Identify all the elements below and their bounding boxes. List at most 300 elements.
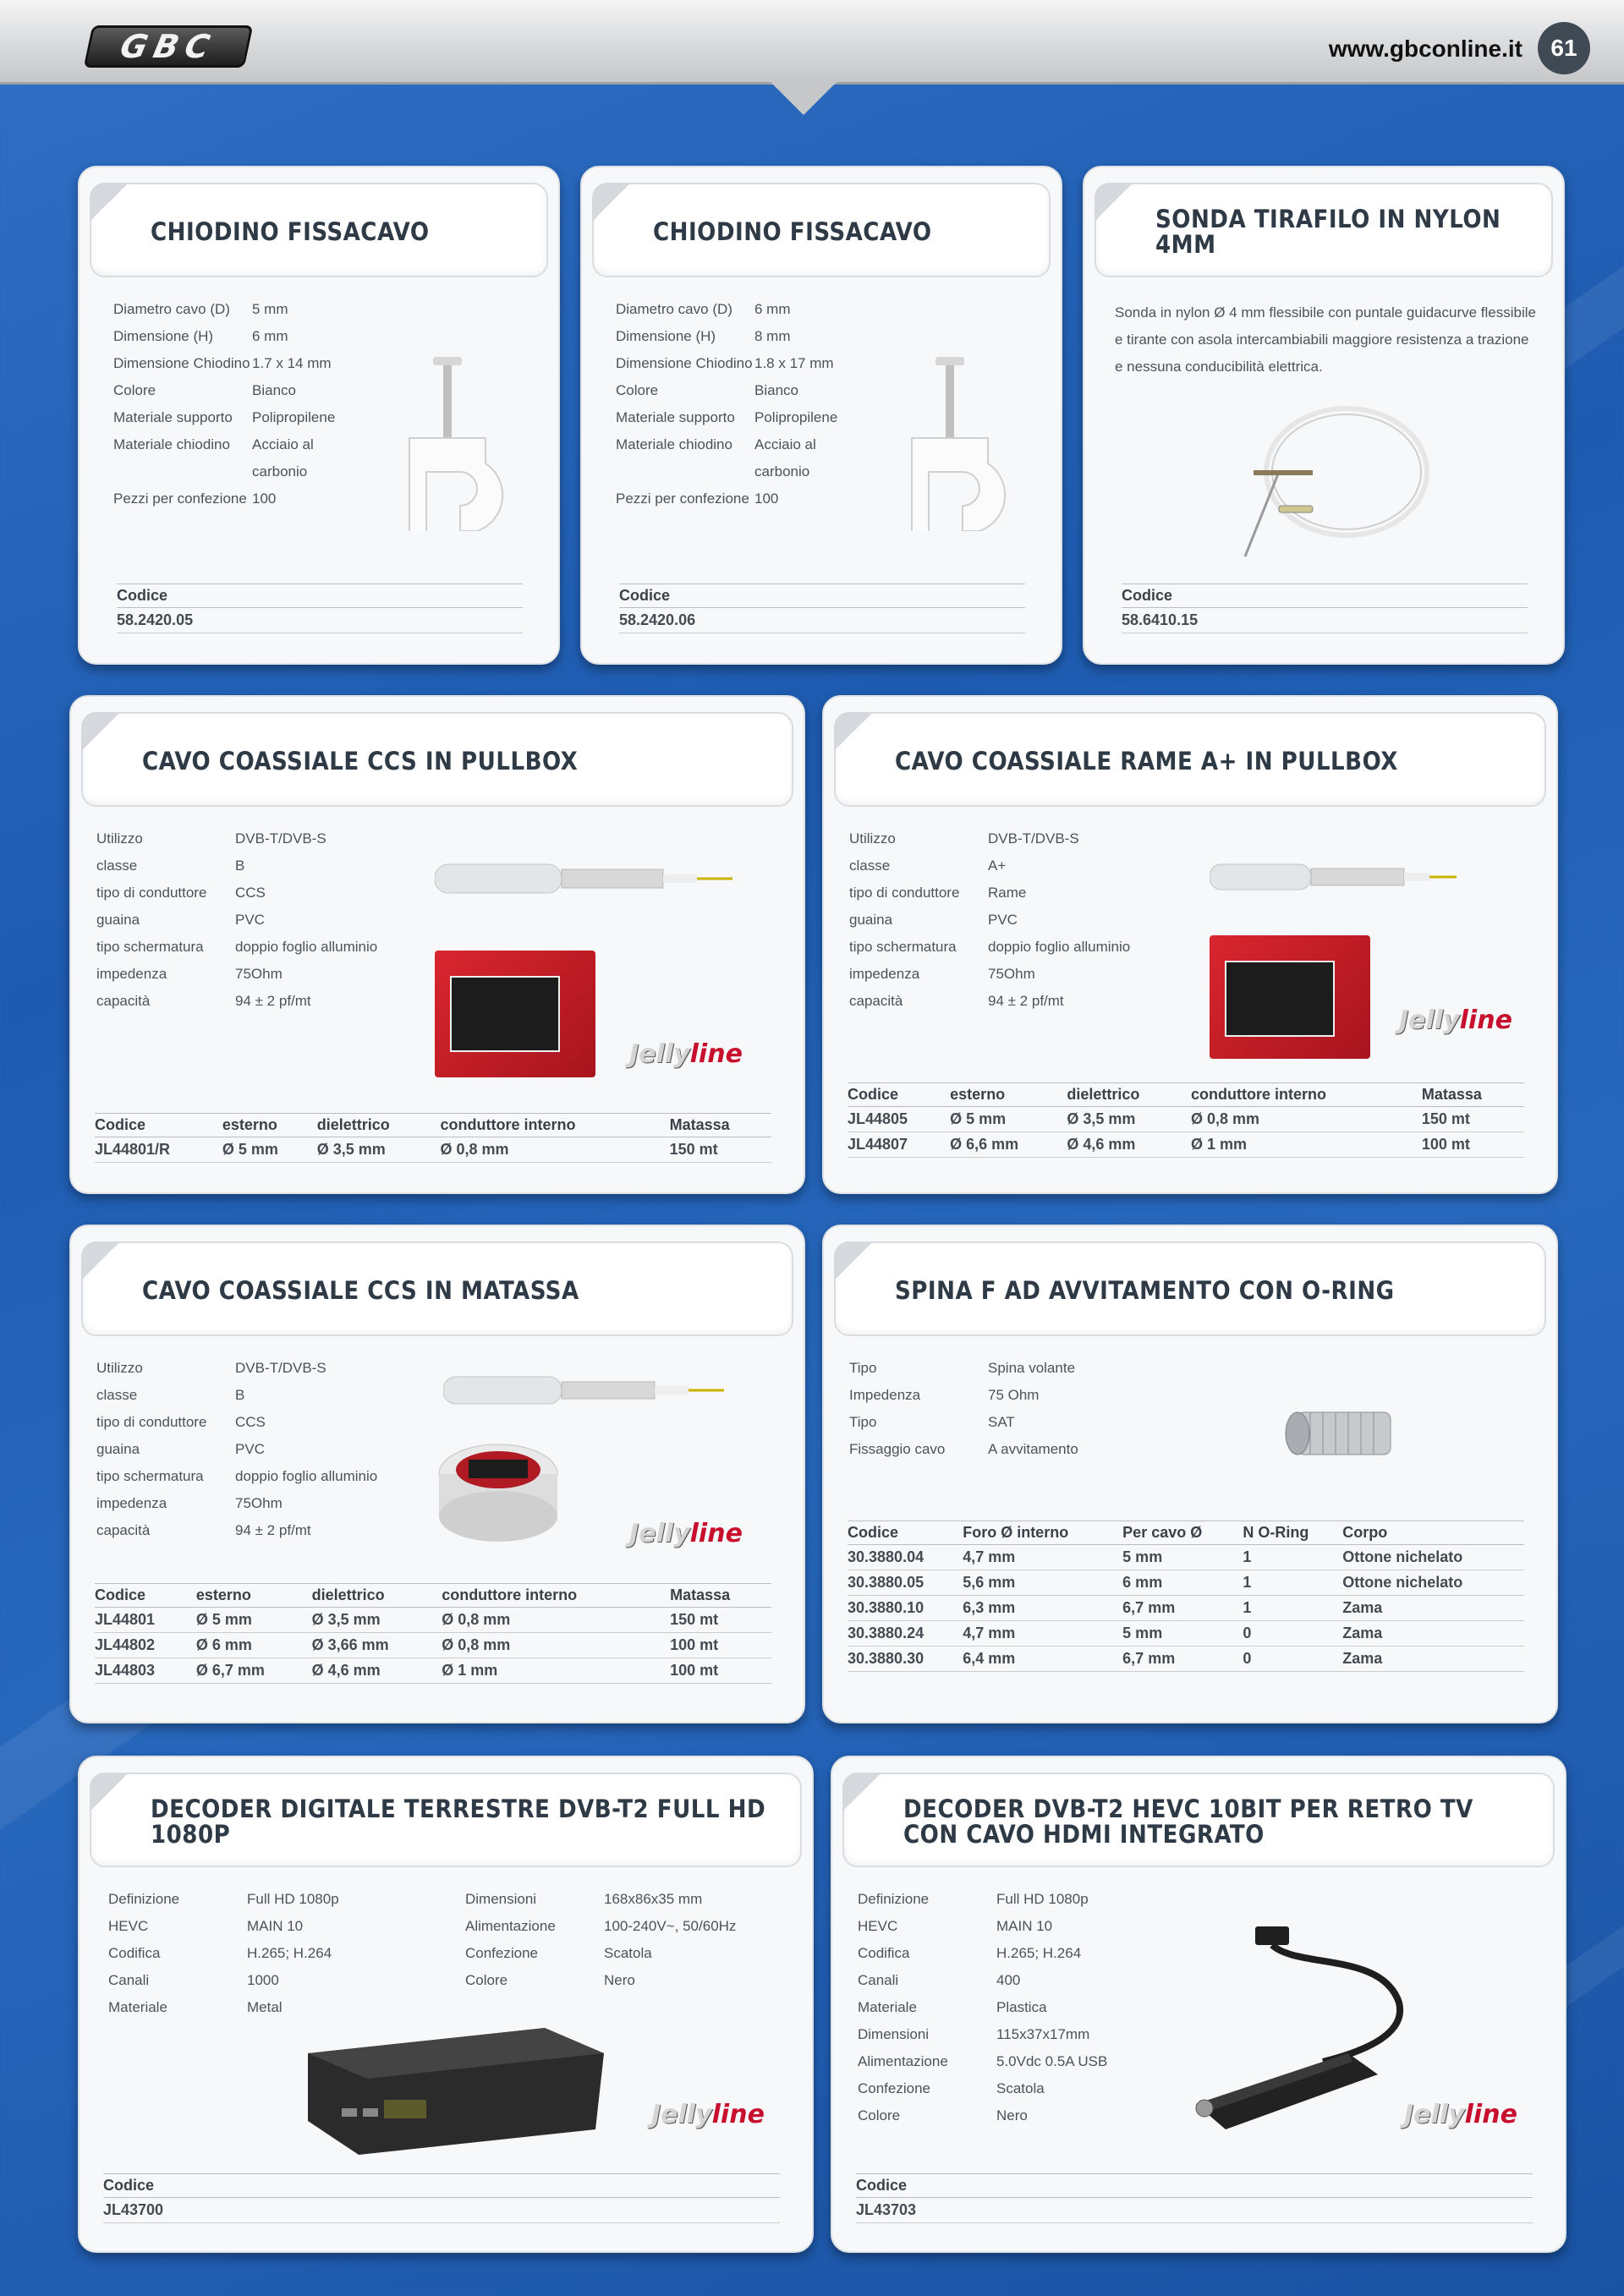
spec-value: Full HD 1080p bbox=[247, 1891, 339, 1907]
spec-row bbox=[849, 879, 1154, 907]
spec-label: Colore bbox=[465, 1972, 508, 1988]
spec-list bbox=[858, 1886, 1162, 2129]
spec-value: Plastica bbox=[996, 1999, 1047, 2015]
spec-row bbox=[96, 988, 401, 1015]
spec-value: Metal bbox=[247, 1999, 283, 2015]
spec-value: 1.7 x 14 mm bbox=[252, 355, 332, 371]
table-cell: Ø 0,8 mm bbox=[1191, 1107, 1422, 1132]
table-cell: Ø 3,66 mm bbox=[312, 1633, 442, 1658]
spec-value: 94 ± 2 pf/mt bbox=[988, 993, 1064, 1009]
spec-label: Codifica bbox=[108, 1945, 161, 1961]
spec-value: 1000 bbox=[247, 1972, 279, 1988]
spec-label: Confezione bbox=[465, 1945, 539, 1961]
spec-row bbox=[858, 2075, 1162, 2102]
spec-value: PVC bbox=[235, 912, 265, 928]
card-title: CAVO COASSIALE RAME A+ IN PULLBOX bbox=[895, 746, 1398, 775]
spec-list-left bbox=[108, 1886, 447, 2021]
spec-row bbox=[858, 1940, 1162, 1967]
spec-label: Pezzi per confezione bbox=[616, 490, 749, 507]
brand-line: line bbox=[689, 1519, 743, 1548]
spec-row bbox=[108, 1940, 447, 1967]
table-row bbox=[848, 1132, 1524, 1158]
card-corner bbox=[81, 712, 120, 751]
spec-value: 75Ohm bbox=[235, 966, 283, 982]
code-header: Codice bbox=[856, 2174, 1533, 2198]
table-cell: Ø 5 mm bbox=[950, 1107, 1067, 1132]
card-title: SPINA F AD AVVITAMENTO CON O-RING bbox=[895, 1275, 1395, 1305]
product-code: JL43700 bbox=[103, 2198, 780, 2223]
card-title: CAVO COASSIALE CCS IN MATASSA bbox=[142, 1275, 579, 1305]
spec-row bbox=[96, 852, 401, 879]
column-header: dielettrico bbox=[1067, 1083, 1191, 1107]
brand-line: line bbox=[711, 2100, 765, 2129]
spec-value: PVC bbox=[988, 912, 1018, 928]
spec-label: Dimensioni bbox=[465, 1891, 537, 1907]
column-header: esterno bbox=[196, 1584, 312, 1608]
spec-row bbox=[96, 879, 401, 907]
table-cell: 4,7 mm bbox=[963, 1621, 1122, 1647]
spec-value: SAT bbox=[988, 1414, 1015, 1430]
site-url[interactable]: www.gbconline.it bbox=[1328, 36, 1522, 62]
card-title: SONDA TIRAFILO IN NYLON 4MM bbox=[1155, 204, 1501, 259]
spec-row bbox=[858, 2102, 1162, 2129]
spec-value: A+ bbox=[988, 858, 1007, 874]
spec-label: capacità bbox=[96, 993, 151, 1009]
spec-label: tipo di conduttore bbox=[849, 885, 960, 901]
jellyline-logo bbox=[629, 1039, 743, 1069]
code-header: Codice bbox=[103, 2174, 780, 2198]
table-row bbox=[848, 1545, 1524, 1570]
spec-value: MAIN 10 bbox=[247, 1918, 304, 1934]
spec-row bbox=[616, 404, 870, 431]
table-row bbox=[848, 1107, 1524, 1132]
table-cell: Ø 3,5 mm bbox=[312, 1608, 442, 1633]
spec-label: Fissaggio cavo bbox=[849, 1441, 946, 1457]
card-title-box bbox=[592, 183, 1051, 277]
header-notch bbox=[770, 81, 837, 115]
product-code: 58.6410.15 bbox=[1122, 608, 1528, 633]
spec-value: 100 bbox=[754, 490, 779, 507]
spec-row bbox=[849, 825, 1154, 852]
card-title: CAVO COASSIALE CCS IN PULLBOX bbox=[142, 746, 579, 775]
spec-label: Canali bbox=[108, 1972, 150, 1988]
table-cell: Ø 3,5 mm bbox=[1067, 1107, 1191, 1132]
column-header: Corpo bbox=[1342, 1521, 1524, 1545]
card-title-box bbox=[81, 1241, 793, 1336]
brand-jelly: Jelly bbox=[629, 1519, 690, 1548]
spec-row bbox=[849, 988, 1154, 1015]
spec-row bbox=[113, 323, 367, 350]
brand-line: line bbox=[1464, 2100, 1517, 2129]
code-table bbox=[856, 2173, 1533, 2223]
jellyline-logo bbox=[629, 1519, 743, 1548]
nylon-probe-image bbox=[1228, 396, 1431, 565]
column-header: esterno bbox=[222, 1114, 317, 1137]
spec-list-right bbox=[465, 1886, 787, 1994]
spec-label: guaina bbox=[96, 1441, 140, 1457]
spec-row bbox=[96, 1490, 401, 1517]
table-cell: Ø 5 mm bbox=[222, 1137, 317, 1163]
spec-row bbox=[96, 1382, 401, 1409]
table-cell: Zama bbox=[1342, 1621, 1524, 1647]
spec-row bbox=[113, 485, 367, 512]
spec-value: Polipropilene bbox=[252, 409, 336, 425]
spec-value: 6 mm bbox=[754, 301, 791, 317]
spec-row bbox=[849, 852, 1154, 879]
spec-label: impedenza bbox=[849, 966, 920, 982]
jellyline-logo bbox=[1404, 2100, 1517, 2129]
spec-label: tipo schermatura bbox=[96, 1468, 204, 1484]
spec-row bbox=[113, 350, 367, 377]
spec-row bbox=[849, 907, 1154, 934]
column-header: Codice bbox=[95, 1584, 196, 1608]
card-title-box bbox=[834, 1241, 1546, 1336]
pullbox-image bbox=[435, 951, 595, 1077]
product-card-spina-f bbox=[822, 1225, 1558, 1723]
spec-value: doppio foglio alluminio bbox=[988, 939, 1131, 955]
spec-list bbox=[849, 825, 1154, 1015]
table-row bbox=[848, 1570, 1524, 1596]
spec-label: Materiale chiodino bbox=[616, 436, 732, 452]
spec-row bbox=[108, 1886, 447, 1913]
table-header-row bbox=[95, 1584, 771, 1608]
spec-value: CCS bbox=[235, 1414, 266, 1430]
column-header: Matassa bbox=[1422, 1083, 1524, 1107]
card-title-box bbox=[1095, 183, 1553, 277]
spec-label: Codifica bbox=[858, 1945, 910, 1961]
jellyline-logo bbox=[651, 2100, 765, 2129]
card-title-box bbox=[81, 712, 793, 807]
card-corner bbox=[81, 1241, 120, 1280]
code-header: Codice bbox=[1122, 584, 1528, 608]
spec-label: tipo schermatura bbox=[849, 939, 957, 955]
table-header-row bbox=[848, 1083, 1524, 1107]
spec-value: Acciaio al carbonio bbox=[754, 436, 816, 479]
spec-label: Alimentazione bbox=[858, 2053, 948, 2069]
spec-value: 115x37x17mm bbox=[996, 2026, 1090, 2042]
spec-label: Utilizzo bbox=[849, 830, 896, 847]
table-row bbox=[95, 1137, 771, 1163]
spec-value: Nero bbox=[996, 2107, 1028, 2123]
column-header: conduttore interno bbox=[441, 1114, 670, 1137]
table-cell: Ø 1 mm bbox=[442, 1658, 670, 1684]
code-table bbox=[117, 584, 523, 633]
spec-row bbox=[858, 1886, 1162, 1913]
spec-row bbox=[96, 1355, 401, 1382]
product-card-sonda-tirafilo bbox=[1083, 166, 1565, 665]
spec-list bbox=[616, 296, 870, 512]
table-row bbox=[95, 1608, 771, 1633]
jellyline-logo bbox=[1399, 1006, 1512, 1035]
spec-value: Rame bbox=[988, 885, 1027, 901]
spec-row bbox=[96, 1409, 401, 1436]
spec-label: capacità bbox=[849, 993, 903, 1009]
table-row bbox=[848, 1621, 1524, 1647]
column-header: esterno bbox=[950, 1083, 1067, 1107]
decoder-image bbox=[291, 2019, 612, 2163]
table-cell: Zama bbox=[1342, 1647, 1524, 1672]
table-cell: Ø 6,7 mm bbox=[196, 1658, 312, 1684]
coax-cable-image bbox=[1210, 858, 1463, 896]
table-cell: Ottone nichelato bbox=[1342, 1570, 1524, 1596]
spec-value: 168x86x35 mm bbox=[604, 1891, 703, 1907]
spec-value: 5.0Vdc 0.5A USB bbox=[996, 2053, 1108, 2069]
column-header: Matassa bbox=[670, 1584, 771, 1608]
table-row bbox=[848, 1596, 1524, 1621]
table-cell: Ø 6 mm bbox=[196, 1633, 312, 1658]
table-cell: JL44802 bbox=[95, 1633, 196, 1658]
spec-row bbox=[849, 1409, 1154, 1436]
spec-label: Diametro cavo (D) bbox=[616, 301, 732, 317]
column-header: Codice bbox=[848, 1521, 963, 1545]
spec-label: Dimensioni bbox=[858, 2026, 930, 2042]
spec-label: Confezione bbox=[858, 2080, 931, 2096]
spec-list bbox=[113, 296, 367, 512]
table-cell: JL44801/R bbox=[95, 1137, 222, 1163]
spec-row bbox=[465, 1886, 787, 1913]
column-header: dielettrico bbox=[312, 1584, 442, 1608]
cable-clip-image bbox=[384, 353, 519, 531]
spec-row bbox=[849, 961, 1154, 988]
spec-value: Polipropilene bbox=[754, 409, 838, 425]
table-cell: 1 bbox=[1243, 1545, 1342, 1570]
table-cell: 30.3880.05 bbox=[848, 1570, 963, 1596]
spec-label: classe bbox=[96, 1387, 138, 1403]
code-table bbox=[95, 1113, 771, 1163]
table-cell: 5 mm bbox=[1122, 1545, 1243, 1570]
table-header-row bbox=[95, 1114, 771, 1137]
table-cell: 30.3880.10 bbox=[848, 1596, 963, 1621]
table-row bbox=[95, 1658, 771, 1684]
table-cell: Zama bbox=[1342, 1596, 1524, 1621]
spec-label: Dimensione Chiodino bbox=[113, 355, 250, 371]
spec-value: 1.8 x 17 mm bbox=[754, 355, 834, 371]
table-cell: 100 mt bbox=[670, 1633, 771, 1658]
spec-row bbox=[113, 296, 367, 323]
spec-value: doppio foglio alluminio bbox=[235, 1468, 378, 1484]
spec-row bbox=[616, 485, 870, 512]
spec-value: CCS bbox=[235, 885, 266, 901]
table-cell: Ø 6,6 mm bbox=[950, 1132, 1067, 1158]
spec-value: 100-240V~, 50/60Hz bbox=[604, 1918, 737, 1934]
spec-row bbox=[849, 934, 1154, 961]
table-cell: 30.3880.24 bbox=[848, 1621, 963, 1647]
spec-label: Diametro cavo (D) bbox=[113, 301, 230, 317]
card-title-box bbox=[90, 183, 548, 277]
spec-label: Alimentazione bbox=[465, 1918, 556, 1934]
spec-label: Dimensione (H) bbox=[616, 328, 716, 344]
spec-value: Scatola bbox=[604, 1945, 652, 1961]
spec-label: Definizione bbox=[858, 1891, 930, 1907]
spec-label: Utilizzo bbox=[96, 1360, 143, 1376]
spec-label: Tipo bbox=[849, 1414, 877, 1430]
product-code: 58.2420.06 bbox=[619, 608, 1025, 633]
spec-row bbox=[96, 1463, 401, 1490]
table-cell: 6,4 mm bbox=[963, 1647, 1122, 1672]
table-row bbox=[95, 1633, 771, 1658]
spec-row bbox=[113, 431, 367, 485]
table-row bbox=[848, 1647, 1524, 1672]
column-header: dielettrico bbox=[317, 1114, 441, 1137]
spec-row bbox=[616, 296, 870, 323]
spec-value: DVB-T/DVB-S bbox=[235, 1360, 326, 1376]
spec-value: 100 bbox=[252, 490, 277, 507]
card-corner bbox=[592, 183, 631, 222]
spec-value: DVB-T/DVB-S bbox=[988, 830, 1079, 847]
column-header: conduttore interno bbox=[1191, 1083, 1422, 1107]
f-connector-image bbox=[1272, 1395, 1407, 1471]
table-cell: Ø 0,8 mm bbox=[442, 1608, 670, 1633]
card-corner bbox=[834, 1241, 873, 1280]
card-corner bbox=[842, 1773, 881, 1811]
spec-label: Impedenza bbox=[849, 1387, 921, 1403]
spec-label: Utilizzo bbox=[96, 830, 143, 847]
column-header: Matassa bbox=[670, 1114, 771, 1137]
spec-value: doppio foglio alluminio bbox=[235, 939, 378, 955]
spec-label: Dimensione (H) bbox=[113, 328, 214, 344]
spec-row bbox=[96, 825, 401, 852]
table-cell: Ø 0,8 mm bbox=[441, 1137, 670, 1163]
column-header: conduttore interno bbox=[442, 1584, 670, 1608]
coax-cable-image bbox=[443, 1370, 731, 1412]
table-cell: Ø 3,5 mm bbox=[317, 1137, 441, 1163]
table-cell: Ø 4,6 mm bbox=[1067, 1132, 1191, 1158]
spec-value: 75Ohm bbox=[235, 1495, 283, 1511]
product-card-coax-rame-pullbox bbox=[822, 695, 1558, 1194]
spec-label: tipo di conduttore bbox=[96, 885, 207, 901]
spec-label: Materiale bbox=[108, 1999, 167, 2015]
card-title: CHIODINO FISSACAVO bbox=[151, 216, 430, 246]
spec-row bbox=[849, 1355, 1154, 1382]
spec-row bbox=[465, 1967, 787, 1994]
card-corner bbox=[90, 1773, 129, 1811]
table-cell: 30.3880.30 bbox=[848, 1647, 963, 1672]
spec-row bbox=[113, 404, 367, 431]
coax-cable-image bbox=[435, 858, 739, 900]
table-cell: 100 mt bbox=[670, 1658, 771, 1684]
table-cell: Ottone nichelato bbox=[1342, 1545, 1524, 1570]
spec-label: tipo di conduttore bbox=[96, 1414, 207, 1430]
spec-label: impedenza bbox=[96, 966, 167, 982]
spec-row bbox=[858, 1994, 1162, 2021]
code-table bbox=[95, 1583, 771, 1684]
table-cell: 4,7 mm bbox=[963, 1545, 1122, 1570]
spec-value: Bianco bbox=[754, 382, 798, 398]
spec-label: Tipo bbox=[849, 1360, 877, 1376]
code-header: Codice bbox=[117, 584, 523, 608]
spec-value: H.265; H.264 bbox=[247, 1945, 332, 1961]
table-cell: JL44805 bbox=[848, 1107, 950, 1132]
card-title-box bbox=[842, 1773, 1555, 1867]
spec-row bbox=[108, 1967, 447, 1994]
spec-row bbox=[858, 1913, 1162, 1940]
spec-label: Definizione bbox=[108, 1891, 180, 1907]
spec-label: Materiale bbox=[858, 1999, 917, 2015]
spec-row bbox=[849, 1382, 1154, 1409]
product-description: Sonda in nylon Ø 4 mm flessibile con puntale guidacurve flessibile e tirante con asola intercambiabili maggiore resistenza a trazione e nessuna conducibilità elettrica. bbox=[1115, 304, 1536, 375]
table-cell: Ø 4,6 mm bbox=[312, 1658, 442, 1684]
spec-label: tipo schermatura bbox=[96, 939, 204, 955]
brand-line: line bbox=[689, 1039, 743, 1069]
spec-row bbox=[96, 907, 401, 934]
spec-label: Canali bbox=[858, 1972, 899, 1988]
spec-label: classe bbox=[96, 858, 138, 874]
table-cell: Ø 5 mm bbox=[196, 1608, 312, 1633]
spec-value: 5 mm bbox=[252, 301, 288, 317]
column-header: N O-Ring bbox=[1243, 1521, 1342, 1545]
cable-coil-image bbox=[435, 1436, 562, 1546]
table-cell: 0 bbox=[1243, 1647, 1342, 1672]
spec-value: Scatola bbox=[996, 2080, 1045, 2096]
spec-row bbox=[616, 323, 870, 350]
product-code: JL43703 bbox=[856, 2198, 1533, 2223]
product-code: 58.2420.05 bbox=[117, 608, 523, 633]
spec-row bbox=[108, 1994, 447, 2021]
table-cell: 1 bbox=[1243, 1596, 1342, 1621]
table-cell: 0 bbox=[1243, 1621, 1342, 1647]
table-cell: 6,3 mm bbox=[963, 1596, 1122, 1621]
table-cell: 30.3880.04 bbox=[848, 1545, 963, 1570]
table-cell: 100 mt bbox=[1422, 1132, 1524, 1158]
spec-row bbox=[616, 431, 870, 485]
card-title-box bbox=[90, 1773, 802, 1867]
spec-value: Full HD 1080p bbox=[996, 1891, 1089, 1907]
product-card-chiodino-6mm bbox=[580, 166, 1062, 665]
cable-clip-image bbox=[886, 353, 1022, 531]
spec-value: B bbox=[235, 1387, 245, 1403]
table-cell: JL44807 bbox=[848, 1132, 950, 1158]
spec-label: Pezzi per confezione bbox=[113, 490, 247, 507]
spec-label: HEVC bbox=[858, 1918, 898, 1934]
code-table bbox=[1122, 584, 1528, 633]
spec-value: B bbox=[235, 858, 245, 874]
card-title: CHIODINO FISSACAVO bbox=[653, 216, 932, 246]
spec-row bbox=[858, 2048, 1162, 2075]
code-table bbox=[848, 1082, 1524, 1158]
card-title: DECODER DIGITALE TERRESTRE DVB-T2 FULL HD 1080P bbox=[151, 1794, 766, 1849]
table-cell: 150 mt bbox=[670, 1608, 771, 1633]
spec-row bbox=[849, 1436, 1154, 1463]
spec-row bbox=[616, 350, 870, 377]
table-cell: 1 bbox=[1243, 1570, 1342, 1596]
table-cell: 6 mm bbox=[1122, 1570, 1243, 1596]
table-cell: 150 mt bbox=[670, 1137, 771, 1163]
spec-value: 8 mm bbox=[754, 328, 791, 344]
spec-list bbox=[96, 1355, 401, 1544]
spec-value: A avvitamento bbox=[988, 1441, 1078, 1457]
spec-label: Materiale supporto bbox=[113, 409, 233, 425]
table-cell: JL44803 bbox=[95, 1658, 196, 1684]
product-card-chiodino-5mm bbox=[78, 166, 560, 665]
table-cell: JL44801 bbox=[95, 1608, 196, 1633]
table-header-row bbox=[848, 1521, 1524, 1545]
card-title-box bbox=[834, 712, 1546, 807]
spec-row bbox=[96, 1436, 401, 1463]
column-header: Codice bbox=[848, 1083, 950, 1107]
spec-value: 400 bbox=[996, 1972, 1021, 1988]
spec-label: Colore bbox=[616, 382, 659, 398]
spec-list bbox=[96, 825, 401, 1015]
page-header bbox=[0, 0, 1624, 85]
brand-jelly: Jelly bbox=[1399, 1006, 1460, 1035]
code-table bbox=[103, 2173, 780, 2223]
spec-value: 75 Ohm bbox=[988, 1387, 1040, 1403]
table-cell: 6,7 mm bbox=[1122, 1647, 1243, 1672]
page-number: 61 bbox=[1538, 22, 1590, 74]
spec-row bbox=[108, 1913, 447, 1940]
spec-row bbox=[465, 1940, 787, 1967]
brand-jelly: Jelly bbox=[651, 2100, 712, 2129]
